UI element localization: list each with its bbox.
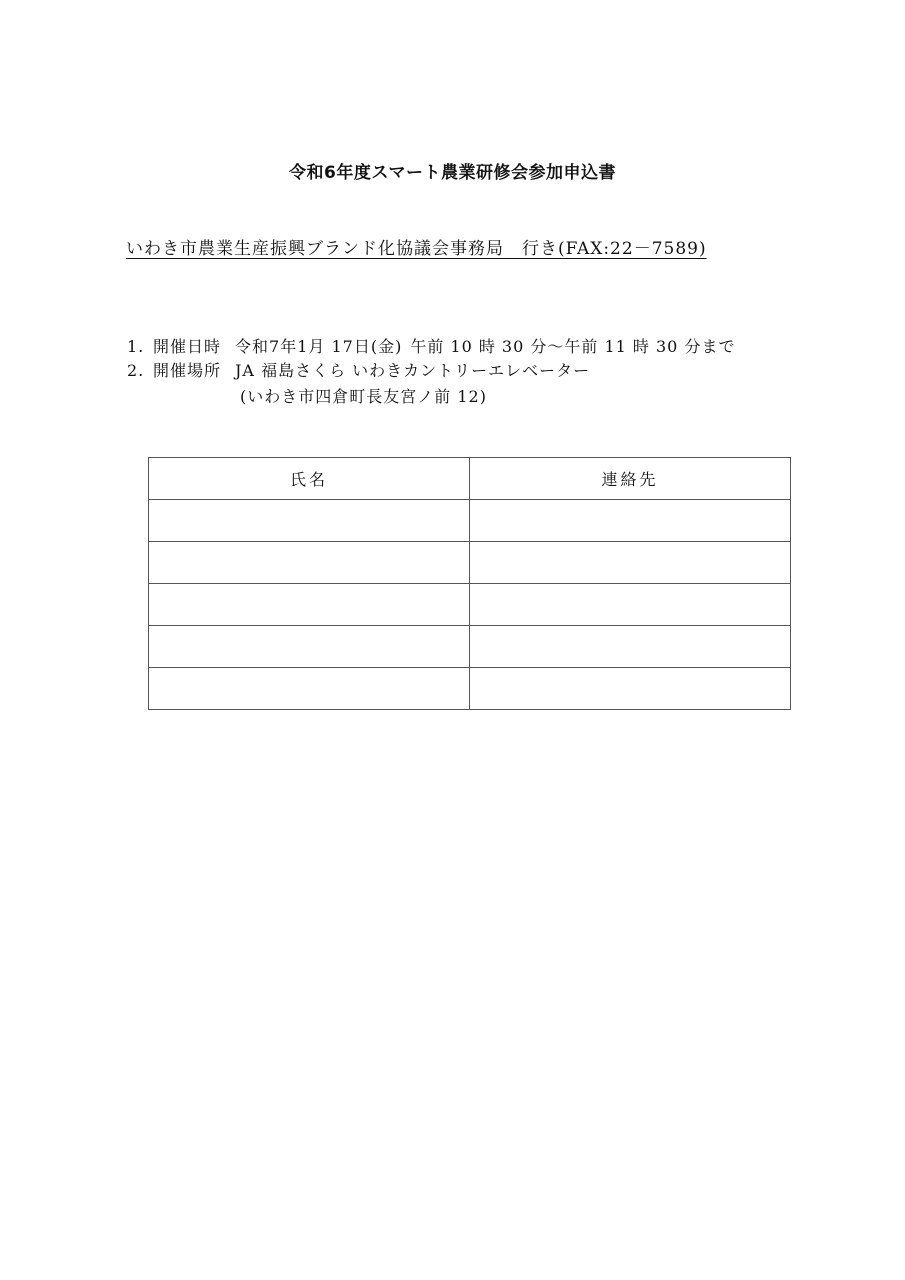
event-date: 令和7年1月 17日(金) <box>235 337 403 356</box>
name-cell[interactable] <box>149 500 470 542</box>
contact-cell[interactable] <box>470 668 791 710</box>
item-number: 2. <box>127 361 145 380</box>
name-cell[interactable] <box>149 668 470 710</box>
table-row <box>149 626 791 668</box>
document-title: 令和6年度スマート農業研修会参加申込書 <box>289 163 616 183</box>
table-row <box>149 500 791 542</box>
table-header-row <box>149 458 791 500</box>
datetime-label: 開催日時 <box>153 337 222 356</box>
table-row <box>149 668 791 710</box>
venue-address: (いわき市四倉町長友宮ノ前 12) <box>240 387 487 406</box>
name-cell[interactable] <box>149 542 470 584</box>
venue-label: 開催場所 <box>153 361 222 380</box>
table-row <box>149 542 791 584</box>
item-number: 1. <box>127 337 145 356</box>
addressee-line: いわき市農業生産振興ブランド化協議会事務局 行き(FAX:22－7589) <box>126 239 707 259</box>
contact-cell[interactable] <box>470 626 791 668</box>
contact-cell[interactable] <box>470 584 791 626</box>
column-header-name: 氏名 <box>149 458 470 500</box>
name-cell[interactable] <box>149 584 470 626</box>
name-cell[interactable] <box>149 626 470 668</box>
contact-cell[interactable] <box>470 542 791 584</box>
event-datetime-line <box>127 334 743 357</box>
contact-cell[interactable] <box>470 500 791 542</box>
table-row <box>149 584 791 626</box>
registration-table <box>148 457 791 710</box>
column-header-contact: 連絡先 <box>470 458 791 500</box>
event-venue-line <box>127 358 590 381</box>
event-time: 午前 10 時 30 分～午前 11 時 30 分まで <box>410 337 736 356</box>
event-venue: JA 福島さくら いわきカントリーエレベーター <box>235 361 591 380</box>
